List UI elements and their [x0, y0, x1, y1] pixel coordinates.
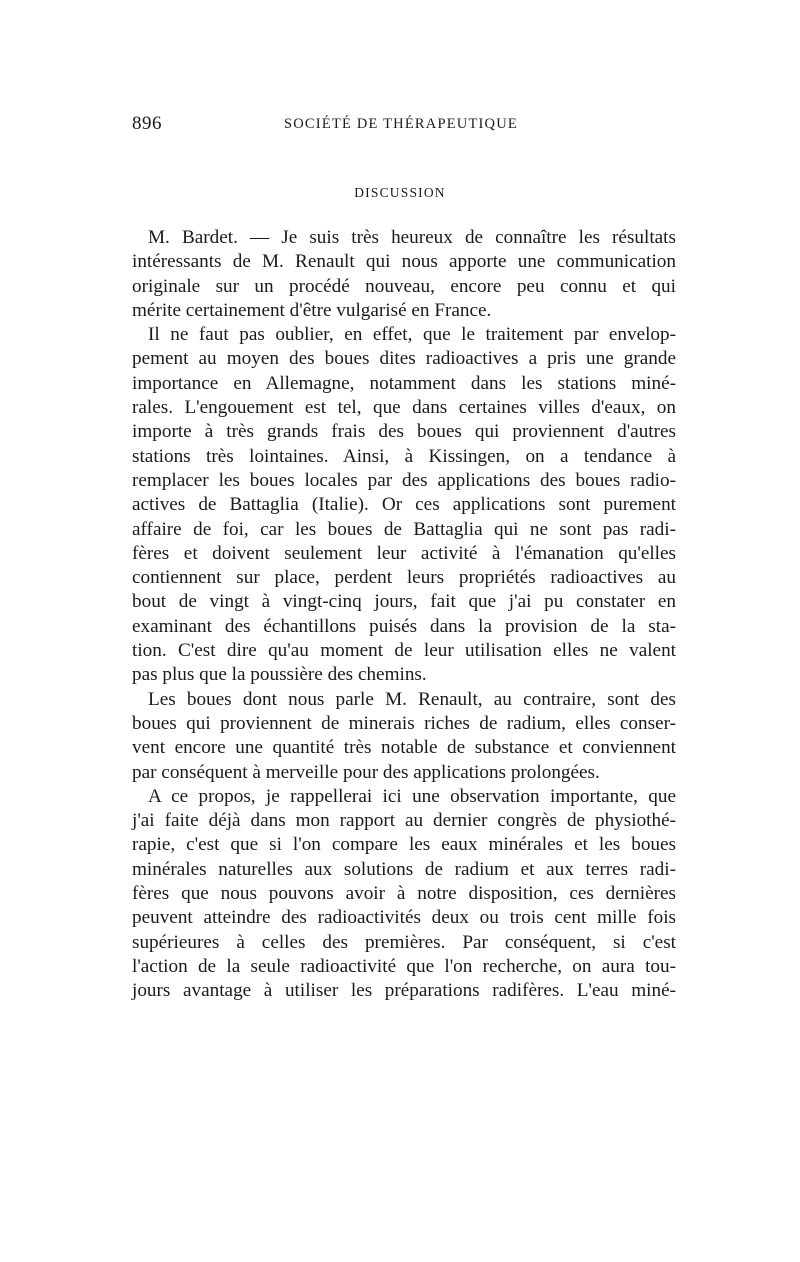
running-title: SOCIÉTÉ DE THÉRAPEUTIQUE	[284, 116, 518, 132]
section-heading: DISCUSSION	[354, 185, 446, 200]
running-header	[132, 113, 676, 137]
text-line: Les boues dont nous parle M. Renault, au contraire, sont des	[148, 688, 676, 710]
text-line: vent encore une quantité très notable de substance et conviennent	[132, 737, 676, 759]
text-line: bout de vingt à vingt-cinq jours, fait que j'ai pu constater en	[132, 591, 676, 613]
text-line: par conséquent à merveille pour des applications prolongées.	[132, 761, 600, 783]
text-line: affaire de foi, car les boues de Battaglia qui ne sont pas radi-	[132, 518, 676, 540]
text-line: actives de Battaglia (Italie). Or ces applications sont purement	[132, 494, 676, 516]
text-line: examinant des échantillons puisés dans la provision de la sta-	[132, 615, 676, 637]
text-line: rapie, c'est que si l'on compare les eaux minérales et les boues	[132, 834, 676, 856]
text-line: fères et doivent seulement leur activité à l'émanation qu'elles	[132, 542, 676, 564]
text-line: tion. C'est dire qu'au moment de leur utilisation elles ne valent	[132, 640, 676, 662]
text-line: Il ne faut pas oublier, en effet, que le traitement par envelop-	[148, 324, 676, 346]
text-line: pas plus que la poussière des chemins.	[132, 664, 427, 686]
text-line: importe à très grands frais des boues qui proviennent d'autres	[132, 421, 676, 443]
text-line: j'ai faite déjà dans mon rapport au dernier congrès de physiothé-	[132, 810, 676, 832]
text-line: remplacer les boues locales par des applications des boues radio-	[132, 469, 676, 491]
text-line: pement au moyen des boues dites radioactives a pris une grande	[132, 348, 676, 370]
text-line: M. Bardet. — Je suis très heureux de connaître les résultats	[148, 227, 676, 248]
text-line: fères que nous pouvons avoir à notre disposition, ces dernières	[132, 883, 676, 905]
paragraph-bardet-intro	[132, 226, 676, 323]
text-line: rales. L'engouement est tel, que dans certaines villes d'eaux, on	[132, 397, 676, 419]
text-line: boues qui proviennent de minerais riches de radium, elles conser-	[132, 712, 676, 734]
text-line: importance en Allemagne, notamment dans les stations miné-	[132, 372, 676, 394]
text-line: stations très lointaines. Ainsi, à Kissingen, on a tendance à	[132, 445, 676, 467]
paragraph-germany-muds	[132, 323, 676, 687]
text-line: minérales naturelles aux solutions de radium et aux terres radi-	[132, 858, 676, 880]
paragraph-observation	[132, 785, 676, 1004]
text-line: supérieures à celles des premières. Par conséquent, si c'est	[132, 931, 676, 953]
text-line: contiennent sur place, perdent leurs propriétés radioactives au	[132, 567, 676, 589]
page-number: 896	[132, 113, 162, 134]
text-line: intéressants de M. Renault qui nous apporte une communication	[132, 251, 676, 273]
text-line: A ce propos, je rappellerai ici une observation importante, que	[148, 785, 676, 807]
text-line: l'action de la seule radioactivité que l'on recherche, on aura tou-	[132, 955, 676, 977]
text-line: mérite certainement d'être vulgarisé en France.	[132, 299, 492, 321]
body-text	[132, 226, 676, 1004]
paragraph-renault-muds	[132, 688, 676, 785]
text-line: jours avantage à utiliser les préparations radifères. L'eau miné-	[132, 980, 676, 1002]
text-line: originale sur un procédé nouveau, encore peu connu et qui	[132, 275, 676, 297]
text-line: peuvent atteindre des radioactivités deux ou trois cent mille fois	[132, 907, 676, 929]
